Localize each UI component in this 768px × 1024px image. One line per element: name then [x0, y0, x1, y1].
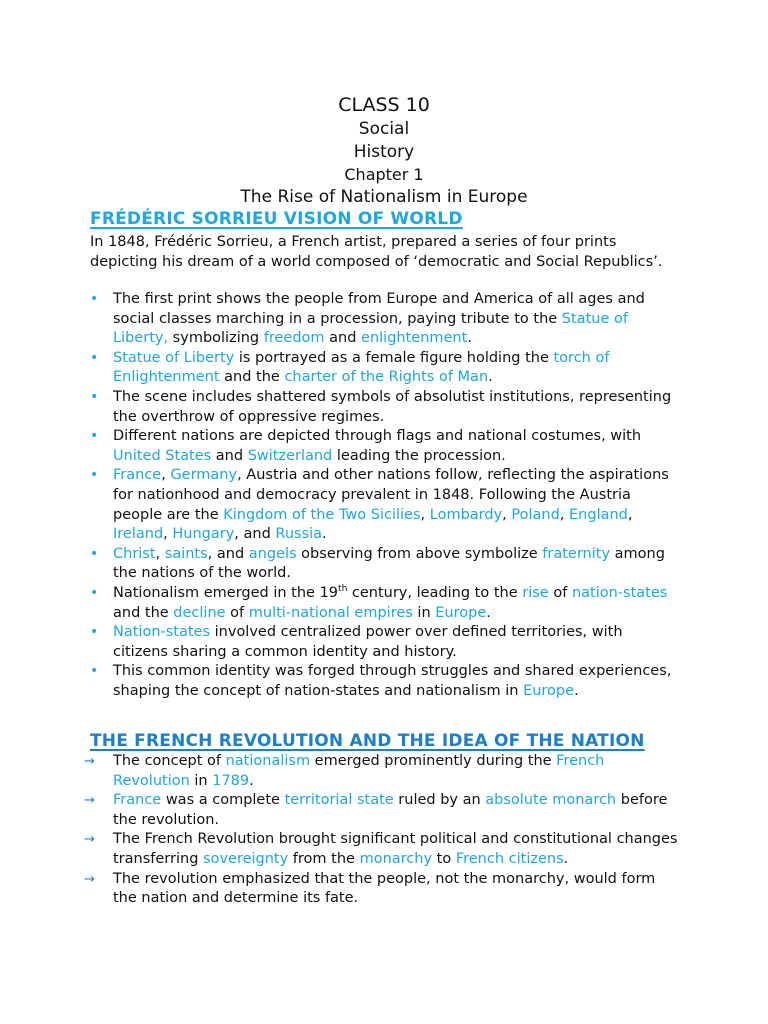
text-segment: , Austria and other nations follow, reflecting the aspirations for nationhood and democracy prevalent in 1848. Following the Austria people are the — [113, 467, 669, 523]
text-segment: symbolizing — [168, 330, 264, 347]
bullet-item — [90, 349, 680, 388]
arrow-item — [84, 791, 680, 830]
text-segment: ruled by an — [393, 792, 486, 809]
section-heading-french-revolution: THE FRENCH REVOLUTION AND THE IDEA OF THE NATION — [90, 731, 645, 751]
bullet-item — [90, 545, 680, 584]
text-segment: in — [189, 772, 213, 789]
bullet-marker: • — [90, 388, 99, 405]
text-segment: was a complete — [161, 792, 285, 809]
text-segment: and — [211, 447, 248, 464]
highlighted-term: France — [113, 467, 162, 484]
intro-paragraph: In 1848, Frédéric Sorrieu, a French artist, prepared a series of four prints depicting his dream of a world composed of ‘democratic and Social Republics’. — [90, 234, 663, 270]
bullet-marker: • — [90, 428, 99, 445]
highlighted-term: monarchy — [359, 850, 433, 867]
arrow-icon: → — [84, 871, 95, 887]
highlighted-term: multi-national empires — [248, 604, 413, 621]
class-title: CLASS 10 — [338, 94, 430, 116]
bullet-marker: • — [90, 349, 99, 366]
bullet-item — [90, 466, 680, 544]
highlighted-term: French citizens — [455, 850, 564, 867]
chapter-title: The Rise of Nationalism in Europe — [240, 187, 528, 207]
bullet-marker: • — [90, 624, 99, 641]
arrow-item — [84, 752, 680, 791]
bullet-item — [90, 427, 680, 466]
highlighted-term: nationalism — [225, 753, 311, 769]
highlighted-term: England — [569, 506, 628, 523]
text-segment: . — [574, 682, 579, 699]
text-segment: , — [559, 506, 570, 523]
highlighted-term: Statue of Liberty, — [113, 310, 628, 347]
highlighted-term: Switzerland — [247, 447, 333, 464]
text-segment: . — [249, 772, 254, 789]
text-segment: The concept of — [113, 753, 226, 769]
text-segment: from the — [288, 850, 360, 867]
highlighted-term: freedom — [263, 330, 325, 347]
text-segment: and the — [113, 604, 174, 621]
text-segment: . — [486, 604, 491, 621]
highlighted-term: Kingdom of the Two Sicilies — [223, 506, 421, 523]
text-segment: and the — [219, 369, 285, 386]
text-segment: Nationalism emerged in the 19 — [113, 584, 339, 601]
text-segment: , and — [234, 526, 276, 543]
highlighted-term: charter of the Rights of Man — [284, 369, 489, 386]
bullet-marker: • — [90, 663, 99, 680]
text-segment: century, leading to the — [347, 584, 523, 601]
text-segment: The scene includes shattered symbols of absolutist institutions, representing the overthrow of oppressive regimes. — [113, 388, 672, 425]
highlighted-term: Europe — [523, 682, 575, 699]
arrow-icon: → — [84, 832, 95, 848]
text-segment: The revolution emphasized that the people, not the monarchy, would form the nation and determine its fate. — [113, 870, 656, 907]
highlighted-term: torch of Enlightenment — [113, 349, 610, 386]
text-segment: in — [412, 604, 436, 621]
text-segment: , — [627, 506, 633, 523]
bullet-marker: • — [90, 584, 99, 601]
highlighted-term: France — [113, 792, 162, 809]
bullet-marker: • — [90, 291, 99, 307]
arrow-icon: → — [84, 793, 95, 809]
highlighted-term: enlightenment — [361, 330, 468, 347]
highlighted-term: fraternity — [542, 545, 611, 562]
subject-title: Social — [358, 119, 410, 139]
arrow-item — [84, 870, 680, 909]
bullet-item — [90, 662, 680, 701]
highlighted-term: absolute monarch — [485, 792, 617, 809]
text-segment: Different nations are depicted through flags and national costumes, with — [113, 428, 642, 445]
highlighted-term: Germany — [170, 467, 238, 484]
highlighted-term: Statue of Liberty — [113, 349, 235, 366]
highlighted-term: French Revolution — [113, 753, 605, 789]
text-segment: among the nations of the world. — [113, 545, 665, 582]
text-segment: and — [324, 330, 362, 347]
bullet-item — [90, 290, 680, 349]
text-segment: to — [432, 850, 456, 867]
french-revolution-arrow-list — [84, 752, 680, 909]
text-segment: , — [163, 526, 173, 543]
text-segment: involved centralized power over defined territories, with citizens sharing a common identity and history. — [113, 624, 623, 660]
arrow-icon: → — [84, 754, 95, 769]
text-segment: before the revolution. — [113, 792, 668, 828]
text-segment: This common identity was forged through struggles and shared experiences, shaping the concept of nation-states and nationalism in — [113, 663, 672, 699]
bullet-item — [90, 388, 680, 427]
text-segment: The French Revolution brought significant political and constitutional changes transferring — [113, 831, 678, 867]
sorrieu-bullet-list — [90, 290, 680, 701]
bullet-marker: • — [90, 545, 99, 562]
text-segment: observing from above symbolize — [296, 545, 543, 562]
text-segment: , — [420, 506, 430, 523]
highlighted-term: nation-states — [571, 584, 668, 601]
text-segment: The first print shows the people from Europe and America of all ages and social classes marching in a procession, paying tribute to the — [113, 291, 645, 327]
bullet-item — [90, 623, 680, 662]
highlighted-term: Europe — [435, 604, 487, 621]
text-segment: emerged prominently during the — [310, 753, 557, 769]
highlighted-term: Poland — [511, 506, 560, 523]
text-segment: . — [563, 850, 569, 867]
highlighted-term: Christ — [113, 545, 156, 562]
highlighted-term: angels — [248, 545, 297, 562]
text-segment: , — [502, 506, 512, 523]
highlighted-term: Nation-states — [113, 624, 211, 641]
text-segment: is portrayed as a female figure holding the — [234, 349, 554, 366]
title-block — [0, 92, 768, 208]
highlighted-term: 1789 — [212, 772, 250, 789]
text-segment: , and — [207, 545, 249, 562]
highlighted-term: sovereignty — [203, 850, 289, 867]
text-segment: th — [338, 584, 348, 595]
highlighted-term: rise — [522, 584, 549, 601]
highlighted-term: Hungary — [172, 526, 235, 543]
bullet-item — [90, 584, 680, 623]
chapter-label: Chapter 1 — [344, 165, 424, 184]
highlighted-term: Lombardy — [429, 506, 503, 523]
arrow-item — [84, 830, 680, 869]
highlighted-term: United States — [113, 447, 212, 464]
highlighted-term: decline — [173, 604, 226, 621]
bullet-marker: • — [90, 467, 99, 484]
text-segment: of — [225, 604, 249, 621]
highlighted-term: Russia — [275, 526, 323, 543]
text-segment: . — [467, 330, 472, 347]
highlighted-term: saints — [164, 545, 208, 562]
text-segment: , — [155, 545, 165, 562]
highlighted-term: Ireland — [113, 526, 164, 543]
highlighted-term: territorial state — [284, 792, 394, 809]
section-heading-sorrieu: FRÉDÉRIC SORRIEU VISION OF WORLD — [90, 209, 463, 229]
section-title: History — [353, 142, 415, 162]
text-segment: . — [322, 526, 327, 543]
text-segment: leading the procession. — [332, 447, 506, 464]
text-segment: of — [548, 584, 572, 601]
text-segment: . — [488, 369, 493, 386]
text-segment: , — [161, 467, 171, 484]
